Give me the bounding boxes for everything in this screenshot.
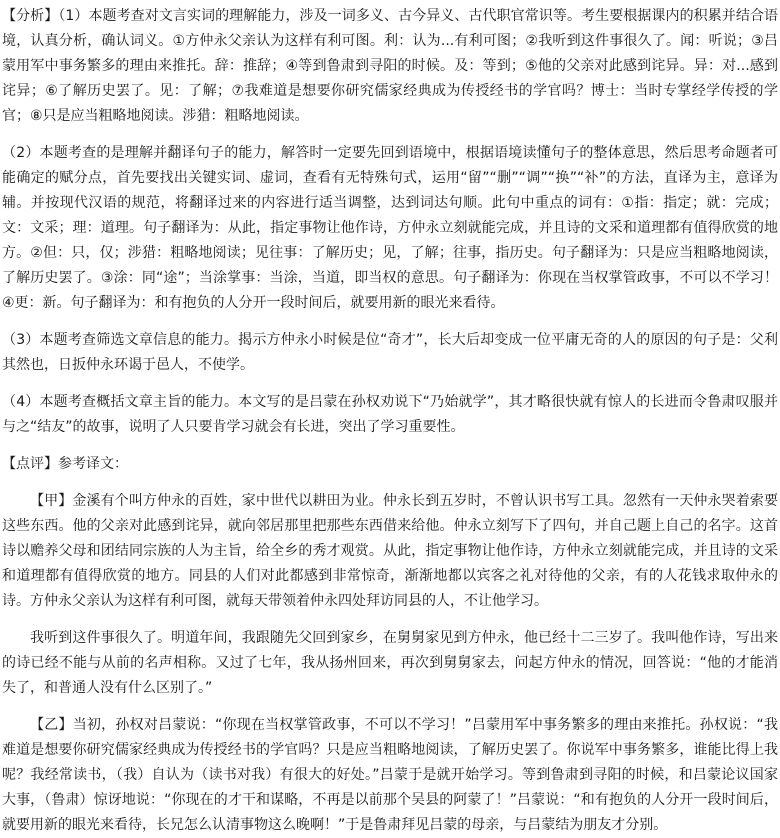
comment-heading <box>2 452 778 477</box>
analysis-tag: 【分析】 <box>2 8 59 24</box>
comment-title: 参考译文： <box>58 456 128 472</box>
analysis-part-1 <box>2 4 778 129</box>
analysis-part-4: （4）本题考查概括文章主旨的能力。本文写的是吕蒙在孙权劝说下“乃始就学”，其才略很快就有惊人的长进而令鲁肃叹服并与之“结友”的故事，说明了人只要肯学习就会有长进，突出了学习重要性。 <box>2 394 778 435</box>
comment-tag: 【点评】 <box>2 456 58 472</box>
yi-text: 当初，孙权对吕蒙说：“你现在当权掌管政事，不可以不学习！”吕蒙用军中事务繁多的理由来推托。孙权说：“我难道是想要你研究儒家经典成为传授经书的学官吗？只是应当粗略地阅读，了解历史罢了。你说军中事务繁多，谁能比得上我呢？我经常读书，（我）自认为（读书对我）有很大的好处。”吕蒙于是就开始学习。等到鲁肃到寻阳的时候，和吕蒙论议国家大事，（鲁肃）惊讶地说：“你现在的才干和谋略，不再是以前那个吴县的阿蒙了！”吕蒙说：“和有抱负的人分开一段时间后，就要用新的眼光来看待，长兄怎么认清事物这么晚啊！”于是鲁肃拜见吕蒙的母亲，与吕蒙结为朋友才分别。 <box>2 717 779 833</box>
translation-yi <box>2 713 778 838</box>
translation-jia-1 <box>2 489 778 614</box>
jia-text-1: 金溪有个叫方仲永的百姓，家中世代以耕田为业。仲永长到五岁时，不曾认识书写工具。忽然有一天仲永哭着索要这些东西。他的父亲对此感到诧异，就向邻居那里把那些东西借来给他。仲永立刻写下了四句，并自己题上自己的名字。这首诗以赡养父母和团结同宗族的人为主旨，给全乡的秀才观赏。从此，指定事物让他作诗，方仲永立刻就能完成，并且诗的文采和道理都有值得欣赏的地方。同县的人们对此都感到非常惊奇，渐渐地都以宾客之礼对待他的父亲，有的人花钱求取仲永的诗。方仲永父亲认为这样有利可图，就每天带领着仲永四处拜访同县的人，不让他学习。 <box>2 493 779 609</box>
analysis-text-1: （1）本题考查对文言实词的理解能力，涉及一词多义、古今异义、古代职官常识等。考生要根据课内的积累并结合语境，认真分析，确认词义。①方仲永父亲认为这样有利可图。利：认为...有利可图；②我听到这件事很久了。闻：听说；③吕蒙用军中事务繁多的理由来推托。辞：推辞；④等到鲁肃到寻阳的时候。及：等到；⑤他的父亲对此感到诧异。异：对...感到诧异；⑥了解历史罢了。见：了解；⑦我难道是想要你研究儒家经典成为传授经书的学官吗？博士：当时专掌经学传授的学官；⑧只是应当粗略地阅读。涉猎：粗略地阅读。 <box>2 8 779 124</box>
yi-tag: 【乙】 <box>30 717 73 733</box>
analysis-part-2: （2）本题考查的是理解并翻译句子的能力，解答时一定要先回到语境中，根据语境读懂句子的整体意思，然后思考命题者可能确定的赋分点，首先要找出关键实词、虚词，查看有无特殊句式，运用“留”“删”“调”“换”“补”的方法，直译为主，意译为辅。并按现代汉语的规范，将翻译过来的内容进行适当调整，达到词达句顺。此句中重点的词有：①指：指定；就：完成；文：文采；理：道理。句子翻译为：从此，指定事物让他作诗，方仲永立刻就能完成，并且诗的文采和道理都有值得欣赏的地方。②但：只，仅；涉猎：粗略地阅读；见往事：了解历史；见，了解；往事，指历史。句子翻译为：只是应当粗略地阅读，了解历史罢了。③涂：同“途”；当涂掌事：当涂，当道，即当权的意思。句子翻译为：你现在当权掌管政事，不可以不学习！④更：新。句子翻译为：和有抱负的人分开一段时间后，就要用新的眼光来看待。 <box>2 145 778 311</box>
analysis-part-3: （3）本题考查筛选文章信息的能力。揭示方仲永小时候是位“奇才”，长大后却变成一位平庸无奇的人的原因的句子是：父利其然也，日扳仲永环谒于邑人，不使学。 <box>2 332 778 373</box>
translation-jia-2: 我听到这件事很久了。明道年间，我跟随先父回到家乡，在舅舅家见到方仲永，他已经十二三岁了。我叫他作诗，写出来的诗已经不能与从前的名声相称。又过了七年，我从扬州回来，再次到舅舅家去，问起方仲永的情况，回答说：“他的才能消失了，和普通人没有什么区别了。” <box>2 630 778 696</box>
jia-tag: 【甲】 <box>30 493 73 509</box>
